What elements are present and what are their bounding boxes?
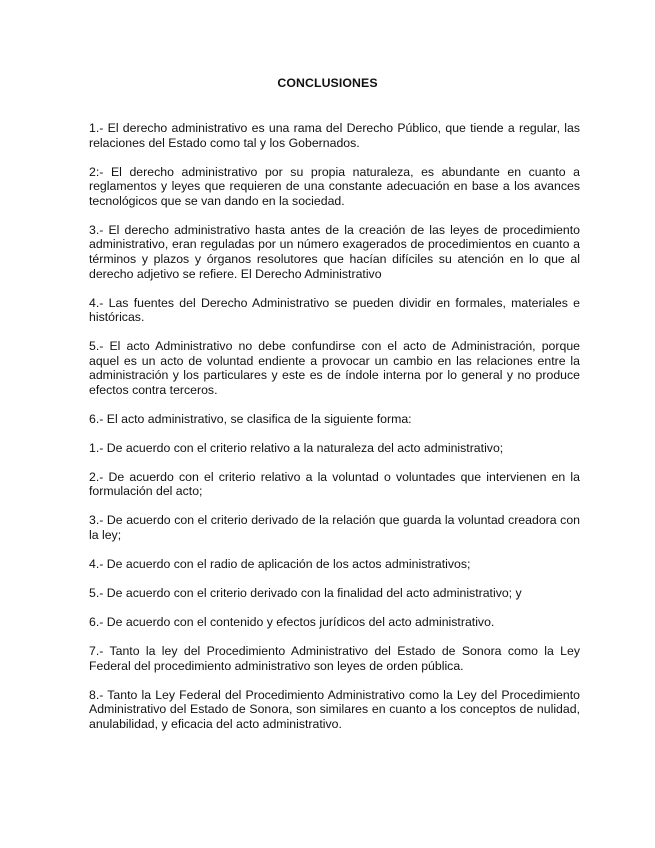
document-body — [89, 121, 580, 746]
paragraph-conclusion-1: 1.- El derecho administrativo es una rama del Derecho Público, que tiende a regular, las relaciones del Estado como tal y los Gobernados. — [89, 121, 580, 150]
classification-item-3: 3.- De acuerdo con el criterio derivado de la relación que guarda la voluntad creadora con la ley; — [89, 513, 580, 542]
paragraph-conclusion-7: 7.- Tanto la ley del Procedimiento Administrativo del Estado de Sonora como la Ley Federal del procedimiento administrativo son leyes de orden pública. — [89, 643, 580, 673]
classification-item-5: 5.- De acuerdo con el criterio derivado con la finalidad del acto administrativo; y — [89, 585, 522, 600]
paragraph-conclusion-6: 6.- El acto administrativo, se clasifica de la siguiente forma: — [89, 411, 412, 426]
classification-item-1: 1.- De acuerdo con el criterio relativo a la naturaleza del acto administrativo; — [89, 440, 504, 455]
paragraph-conclusion-8: 8.- Tanto la Ley Federal del Procedimiento Administrativo como la Ley del Procedimiento Administrativo del Estado de Sonora, son similares en cuanto a los conceptos de nulidad, anulabilidad, y eficacia del acto administrativo. — [89, 687, 580, 731]
page-title: CONCLUSIONES — [277, 76, 378, 90]
classification-item-4: 4.- De acuerdo con el radio de aplicación de los actos administrativos; — [89, 556, 471, 571]
classification-item-2: 2.- De acuerdo con el criterio relativo a la voluntad o voluntades que intervienen en la formulación del acto; — [89, 469, 580, 499]
paragraph-conclusion-3: 3.- El derecho administrativo hasta antes de la creación de las leyes de procedimiento administrativo, eran reguladas por un número exagerados de procedimientos en cuanto a términos y plazos y órganos resolutores que hacían difíciles su atención en lo que al derecho adjetivo se refiere. El Derecho Administrativo — [89, 222, 580, 281]
classification-item-6: 6.- De acuerdo con el contenido y efectos jurídicos del acto administrativo. — [89, 614, 495, 629]
paragraph-conclusion-4: 4.- Las fuentes del Derecho Administrativo se pueden dividir en formales, materiales e históricas. — [89, 295, 580, 325]
paragraph-conclusion-5: 5.- El acto Administrativo no debe confundirse con el acto de Administración, porque aquel es un acto de voluntad endiente a provocar un cambio en las relaciones entre la administración y los particulares y este es de índole interna por lo general y no produce efectos contra terceros. — [89, 339, 580, 397]
paragraph-conclusion-2: 2:- El derecho administrativo por su propia naturaleza, es abundante en cuanto a reglamentos y leyes que requieren de una constante adecuación en base a los avances tecnológicos que se van dando en la sociedad. — [89, 164, 580, 208]
